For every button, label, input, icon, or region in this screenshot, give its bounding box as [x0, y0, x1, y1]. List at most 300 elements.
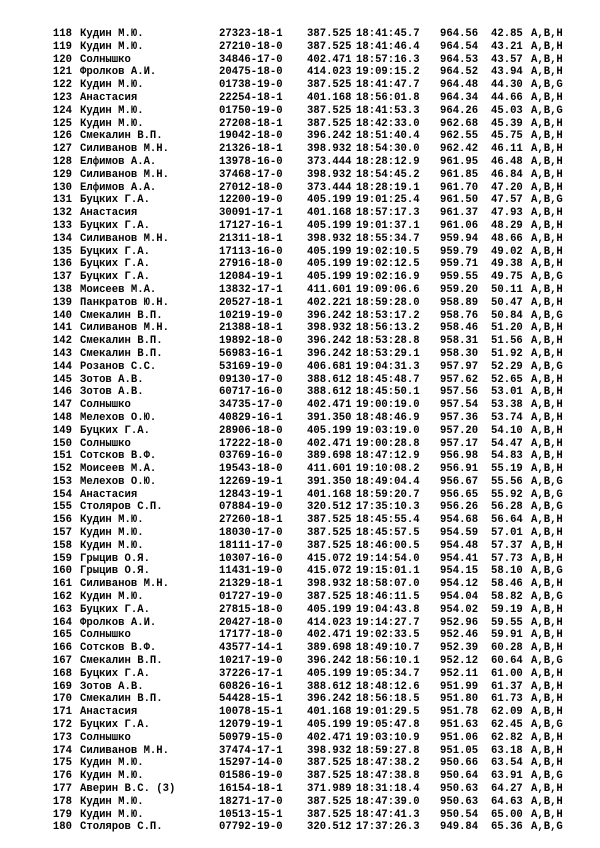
- table-row: [0, 105, 600, 118]
- coefficient: 55.19: [491, 463, 523, 476]
- coefficient: 57.73: [491, 552, 523, 565]
- owner-name: Зотов А.В.: [80, 680, 144, 693]
- distance: 391.350: [307, 411, 352, 424]
- arrival-time: 19:01:25.4: [356, 194, 420, 207]
- place-number: 163: [52, 603, 72, 616]
- distance: 389.698: [307, 642, 352, 655]
- ring-number: 12269-19-1: [219, 475, 283, 488]
- table-row: [0, 348, 600, 361]
- distance: 398.932: [307, 322, 352, 335]
- arrival-time: 18:47:38.2: [356, 757, 420, 770]
- owner-name: Солнышко: [80, 437, 131, 450]
- speed: 954.41: [440, 552, 479, 565]
- distance: 387.525: [307, 117, 352, 130]
- distance: 402.471: [307, 629, 352, 642]
- table-row: [0, 425, 600, 438]
- place-number: 151: [52, 450, 72, 463]
- owner-name: Зотов А.В.: [80, 373, 144, 386]
- ring-number: 56983-16-1: [219, 347, 283, 360]
- table-row: [0, 438, 600, 451]
- place-number: 136: [52, 258, 72, 271]
- categories: A,B,H: [531, 66, 563, 79]
- speed: 956.91: [440, 463, 479, 476]
- ring-number: 60826-16-1: [219, 680, 283, 693]
- place-number: 177: [52, 783, 72, 796]
- arrival-time: 18:59:28.0: [356, 296, 420, 309]
- ring-number: 20527-18-1: [219, 296, 283, 309]
- coefficient: 57.01: [491, 527, 523, 540]
- arrival-time: 19:14:27.7: [356, 616, 420, 629]
- speed: 954.02: [440, 603, 479, 616]
- coefficient: 55.56: [491, 475, 523, 488]
- speed: 958.30: [440, 347, 479, 360]
- place-number: 179: [52, 808, 72, 821]
- place-number: 135: [52, 245, 72, 258]
- coefficient: 51.56: [491, 335, 523, 348]
- place-number: 144: [52, 360, 72, 373]
- ring-number: 22254-18-1: [219, 91, 283, 104]
- speed: 954.48: [440, 539, 479, 552]
- table-row: [0, 591, 600, 604]
- categories: A,B,H: [531, 514, 563, 527]
- coefficient: 48.29: [491, 219, 523, 232]
- owner-name: Смекалин В.П.: [80, 309, 163, 322]
- table-row: [0, 335, 600, 348]
- distance: 396.242: [307, 130, 352, 143]
- arrival-time: 18:51:40.4: [356, 130, 420, 143]
- place-number: 137: [52, 271, 72, 284]
- ring-number: 10078-15-1: [219, 706, 283, 719]
- place-number: 167: [52, 655, 72, 668]
- coefficient: 46.84: [491, 168, 523, 181]
- owner-name: Кудин М.Ю.: [80, 79, 144, 92]
- speed: 958.89: [440, 296, 479, 309]
- distance: 405.199: [307, 719, 352, 732]
- coefficient: 52.65: [491, 373, 523, 386]
- owner-name: Буцких Г.А.: [80, 245, 150, 258]
- speed: 956.26: [440, 501, 479, 514]
- table-row: [0, 553, 600, 566]
- owner-name: Силиванов М.Н.: [80, 322, 170, 335]
- coefficient: 53.74: [491, 411, 523, 424]
- place-number: 164: [52, 616, 72, 629]
- coefficient: 55.92: [491, 488, 523, 501]
- ring-number: 13978-16-0: [219, 155, 283, 168]
- table-row: [0, 450, 600, 463]
- owner-name: Силиванов М.Н.: [80, 744, 170, 757]
- table-row: [0, 489, 600, 502]
- place-number: 153: [52, 475, 72, 488]
- ring-number: 19543-18-0: [219, 463, 283, 476]
- ring-number: 10217-19-0: [219, 655, 283, 668]
- ring-number: 17177-18-0: [219, 629, 283, 642]
- table-row: [0, 28, 600, 41]
- distance: 415.072: [307, 552, 352, 565]
- table-row: [0, 118, 600, 131]
- distance: 398.932: [307, 744, 352, 757]
- speed: 950.63: [440, 783, 479, 796]
- distance: 387.525: [307, 79, 352, 92]
- arrival-time: 18:56:13.2: [356, 322, 420, 335]
- distance: 387.525: [307, 591, 352, 604]
- speed: 961.50: [440, 194, 479, 207]
- speed: 951.63: [440, 719, 479, 732]
- ring-number: 15297-14-0: [219, 757, 283, 770]
- place-number: 173: [52, 731, 72, 744]
- place-number: 124: [52, 104, 72, 117]
- categories: A,B,G: [531, 565, 563, 578]
- arrival-time: 18:54:45.2: [356, 168, 420, 181]
- place-number: 172: [52, 719, 72, 732]
- categories: A,B,H: [531, 437, 563, 450]
- speed: 964.52: [440, 66, 479, 79]
- owner-name: Силиванов М.Н.: [80, 578, 170, 591]
- speed: 959.94: [440, 232, 479, 245]
- table-row: [0, 54, 600, 67]
- categories: A,B,H: [531, 91, 563, 104]
- ring-number: 07884-19-0: [219, 501, 283, 514]
- table-row: [0, 169, 600, 182]
- categories: A,B,H: [531, 296, 563, 309]
- table-row: [0, 246, 600, 259]
- speed: 961.70: [440, 181, 479, 194]
- distance: 405.199: [307, 667, 352, 680]
- arrival-time: 18:45:48.7: [356, 373, 420, 386]
- arrival-time: 18:41:47.7: [356, 79, 420, 92]
- ring-number: 07792-19-0: [219, 821, 283, 834]
- ring-number: 19042-18-0: [219, 130, 283, 143]
- coefficient: 47.57: [491, 194, 523, 207]
- coefficient: 62.09: [491, 706, 523, 719]
- distance: 405.199: [307, 194, 352, 207]
- arrival-time: 19:02:16.9: [356, 271, 420, 284]
- arrival-time: 19:02:10.5: [356, 245, 420, 258]
- place-number: 120: [52, 53, 72, 66]
- owner-name: Мелехов О.Ю.: [80, 475, 157, 488]
- ring-number: 18271-17-0: [219, 795, 283, 808]
- categories: A,B,H: [531, 527, 563, 540]
- speed: 951.78: [440, 706, 479, 719]
- results-table: [0, 28, 600, 834]
- ring-number: 27815-18-0: [219, 603, 283, 616]
- coefficient: 53.01: [491, 386, 523, 399]
- place-number: 130: [52, 181, 72, 194]
- speed: 961.06: [440, 219, 479, 232]
- categories: A,B,H: [531, 40, 563, 53]
- categories: A,B,H: [531, 450, 563, 463]
- table-row: [0, 617, 600, 630]
- place-number: 132: [52, 207, 72, 220]
- table-row: [0, 604, 600, 617]
- distance: 387.525: [307, 28, 352, 40]
- coefficient: 48.66: [491, 232, 523, 245]
- place-number: 159: [52, 552, 72, 565]
- arrival-time: 18:47:12.9: [356, 450, 420, 463]
- owner-name: Кудин М.Ю.: [80, 28, 144, 40]
- owner-name: Елфимов А.А.: [80, 181, 157, 194]
- place-number: 174: [52, 744, 72, 757]
- speed: 957.54: [440, 399, 479, 412]
- arrival-time: 18:47:41.3: [356, 808, 420, 821]
- categories: A,B,H: [531, 808, 563, 821]
- distance: 411.601: [307, 283, 352, 296]
- ring-number: 01586-19-0: [219, 770, 283, 783]
- coefficient: 58.46: [491, 578, 523, 591]
- owner-name: Кудин М.Ю.: [80, 117, 144, 130]
- place-number: 142: [52, 335, 72, 348]
- coefficient: 42.85: [491, 28, 523, 40]
- owner-name: Кудин М.Ю.: [80, 40, 144, 53]
- distance: 396.242: [307, 309, 352, 322]
- coefficient: 44.30: [491, 79, 523, 92]
- coefficient: 61.37: [491, 680, 523, 693]
- categories: A,B,H: [531, 245, 563, 258]
- speed: 954.59: [440, 527, 479, 540]
- place-number: 180: [52, 821, 72, 834]
- distance: 398.932: [307, 143, 352, 156]
- distance: 387.525: [307, 104, 352, 117]
- speed: 949.84: [440, 821, 479, 834]
- coefficient: 52.29: [491, 360, 523, 373]
- table-row: [0, 783, 600, 796]
- distance: 398.932: [307, 168, 352, 181]
- ring-number: 01738-19-0: [219, 79, 283, 92]
- categories: A,B,H: [531, 757, 563, 770]
- coefficient: 64.63: [491, 795, 523, 808]
- arrival-time: 18:42:33.0: [356, 117, 420, 130]
- table-row: [0, 386, 600, 399]
- place-number: 155: [52, 501, 72, 514]
- table-row: [0, 412, 600, 425]
- coefficient: 45.39: [491, 117, 523, 130]
- place-number: 127: [52, 143, 72, 156]
- arrival-time: 19:01:37.1: [356, 219, 420, 232]
- place-number: 123: [52, 91, 72, 104]
- ring-number: 18030-17-0: [219, 527, 283, 540]
- place-number: 143: [52, 347, 72, 360]
- distance: 320.512: [307, 821, 352, 834]
- categories: A,B,H: [531, 744, 563, 757]
- distance: 396.242: [307, 655, 352, 668]
- owner-name: Буцких Г.А.: [80, 219, 150, 232]
- distance: 405.199: [307, 219, 352, 232]
- owner-name: Буцких Г.А.: [80, 258, 150, 271]
- table-row: [0, 258, 600, 271]
- arrival-time: 18:49:04.4: [356, 475, 420, 488]
- arrival-time: 18:56:01.8: [356, 91, 420, 104]
- categories: A,B,H: [531, 539, 563, 552]
- coefficient: 43.94: [491, 66, 523, 79]
- speed: 964.54: [440, 40, 479, 53]
- speed: 951.05: [440, 744, 479, 757]
- categories: A,B,H: [531, 283, 563, 296]
- table-row: [0, 322, 600, 335]
- coefficient: 61.00: [491, 667, 523, 680]
- place-number: 156: [52, 514, 72, 527]
- distance: 387.525: [307, 40, 352, 53]
- table-row: [0, 655, 600, 668]
- speed: 954.04: [440, 591, 479, 604]
- coefficient: 62.45: [491, 719, 523, 732]
- distance: 387.525: [307, 527, 352, 540]
- speed: 964.48: [440, 79, 479, 92]
- ring-number: 12200-19-0: [219, 194, 283, 207]
- categories: A,B,H: [531, 667, 563, 680]
- speed: 959.79: [440, 245, 479, 258]
- ring-number: 37468-17-0: [219, 168, 283, 181]
- table-row: [0, 514, 600, 527]
- ring-number: 01750-19-0: [219, 104, 283, 117]
- speed: 962.42: [440, 143, 479, 156]
- ring-number: 18111-17-0: [219, 539, 283, 552]
- place-number: 175: [52, 757, 72, 770]
- table-row: [0, 629, 600, 642]
- speed: 950.64: [440, 770, 479, 783]
- distance: 402.471: [307, 53, 352, 66]
- arrival-time: 19:00:28.8: [356, 437, 420, 450]
- speed: 959.20: [440, 283, 479, 296]
- coefficient: 53.38: [491, 399, 523, 412]
- arrival-time: 18:56:18.5: [356, 693, 420, 706]
- place-number: 149: [52, 424, 72, 437]
- coefficient: 60.64: [491, 655, 523, 668]
- table-row: [0, 757, 600, 770]
- categories: A,B,G: [531, 194, 563, 207]
- owner-name: Смекалин В.П.: [80, 335, 163, 348]
- arrival-time: 18:45:50.1: [356, 386, 420, 399]
- place-number: 140: [52, 309, 72, 322]
- categories: A,B,G: [531, 488, 563, 501]
- arrival-time: 18:47:38.8: [356, 770, 420, 783]
- owner-name: Буцких Г.А.: [80, 194, 150, 207]
- ring-number: 30091-17-1: [219, 207, 283, 220]
- owner-name: Розанов С.С.: [80, 360, 157, 373]
- place-number: 161: [52, 578, 72, 591]
- coefficient: 63.54: [491, 757, 523, 770]
- speed: 958.46: [440, 322, 479, 335]
- arrival-time: 18:46:11.5: [356, 591, 420, 604]
- distance: 389.698: [307, 450, 352, 463]
- categories: A,B,H: [531, 117, 563, 130]
- coefficient: 56.64: [491, 514, 523, 527]
- table-row: [0, 271, 600, 284]
- arrival-time: 19:10:08.2: [356, 463, 420, 476]
- arrival-time: 18:41:45.7: [356, 28, 420, 40]
- distance: 371.989: [307, 783, 352, 796]
- owner-name: Анастасия: [80, 706, 138, 719]
- coefficient: 49.75: [491, 271, 523, 284]
- ring-number: 21329-18-1: [219, 578, 283, 591]
- speed: 950.63: [440, 795, 479, 808]
- owner-name: Грыцив О.Я.: [80, 552, 150, 565]
- speed: 952.96: [440, 616, 479, 629]
- arrival-time: 19:14:54.0: [356, 552, 420, 565]
- speed: 964.26: [440, 104, 479, 117]
- owner-name: Анастасия: [80, 91, 138, 104]
- table-row: [0, 821, 600, 834]
- coefficient: 57.37: [491, 539, 523, 552]
- ring-number: 20427-18-0: [219, 616, 283, 629]
- speed: 959.55: [440, 271, 479, 284]
- owner-name: Моисеев М.А.: [80, 283, 157, 296]
- ring-number: 37226-17-1: [219, 667, 283, 680]
- place-number: 148: [52, 411, 72, 424]
- distance: 387.525: [307, 514, 352, 527]
- owner-name: Анастасия: [80, 207, 138, 220]
- ring-number: 21388-18-1: [219, 322, 283, 335]
- owner-name: Буцких Г.А.: [80, 424, 150, 437]
- table-row: [0, 527, 600, 540]
- distance: 406.681: [307, 360, 352, 373]
- distance: 373.444: [307, 155, 352, 168]
- place-number: 157: [52, 527, 72, 540]
- ring-number: 12079-19-1: [219, 719, 283, 732]
- ring-number: 34735-17-0: [219, 399, 283, 412]
- distance: 396.242: [307, 335, 352, 348]
- place-number: 171: [52, 706, 72, 719]
- ring-number: 60717-16-0: [219, 386, 283, 399]
- owner-name: Смекалин В.П.: [80, 347, 163, 360]
- ring-number: 40829-16-1: [219, 411, 283, 424]
- table-row: [0, 770, 600, 783]
- owner-name: Кудин М.Ю.: [80, 757, 144, 770]
- table-row: [0, 463, 600, 476]
- distance: 402.471: [307, 399, 352, 412]
- speed: 961.37: [440, 207, 479, 220]
- place-number: 122: [52, 79, 72, 92]
- owner-name: Смекалин В.П.: [80, 130, 163, 143]
- owner-name: Солнышко: [80, 53, 131, 66]
- distance: 391.350: [307, 475, 352, 488]
- owner-name: Аверин В.С. (3): [80, 783, 176, 796]
- arrival-time: 18:53:17.2: [356, 309, 420, 322]
- owner-name: Солнышко: [80, 399, 131, 412]
- distance: 387.525: [307, 539, 352, 552]
- coefficient: 65.00: [491, 808, 523, 821]
- owner-name: Анастасия: [80, 488, 138, 501]
- ring-number: 10307-16-0: [219, 552, 283, 565]
- distance: 401.168: [307, 488, 352, 501]
- arrival-time: 19:05:34.7: [356, 667, 420, 680]
- owner-name: Буцких Г.А.: [80, 667, 150, 680]
- speed: 952.12: [440, 655, 479, 668]
- coefficient: 49.38: [491, 258, 523, 271]
- distance: 405.199: [307, 271, 352, 284]
- table-row: [0, 476, 600, 489]
- arrival-time: 18:59:27.8: [356, 744, 420, 757]
- distance: 387.525: [307, 757, 352, 770]
- table-row: [0, 233, 600, 246]
- place-number: 118: [52, 28, 72, 40]
- distance: 388.612: [307, 373, 352, 386]
- place-number: 170: [52, 693, 72, 706]
- coefficient: 63.18: [491, 744, 523, 757]
- categories: A,B,H: [531, 155, 563, 168]
- ring-number: 09130-17-0: [219, 373, 283, 386]
- categories: A,B,G: [531, 591, 563, 604]
- coefficient: 46.48: [491, 155, 523, 168]
- distance: 405.199: [307, 603, 352, 616]
- speed: 952.11: [440, 667, 479, 680]
- coefficient: 49.02: [491, 245, 523, 258]
- ring-number: 12843-19-1: [219, 488, 283, 501]
- ring-number: 27323-18-1: [219, 28, 283, 40]
- ring-number: 01727-19-0: [219, 591, 283, 604]
- coefficient: 51.92: [491, 347, 523, 360]
- ring-number: 21311-18-1: [219, 232, 283, 245]
- arrival-time: 18:45:57.5: [356, 527, 420, 540]
- place-number: 158: [52, 539, 72, 552]
